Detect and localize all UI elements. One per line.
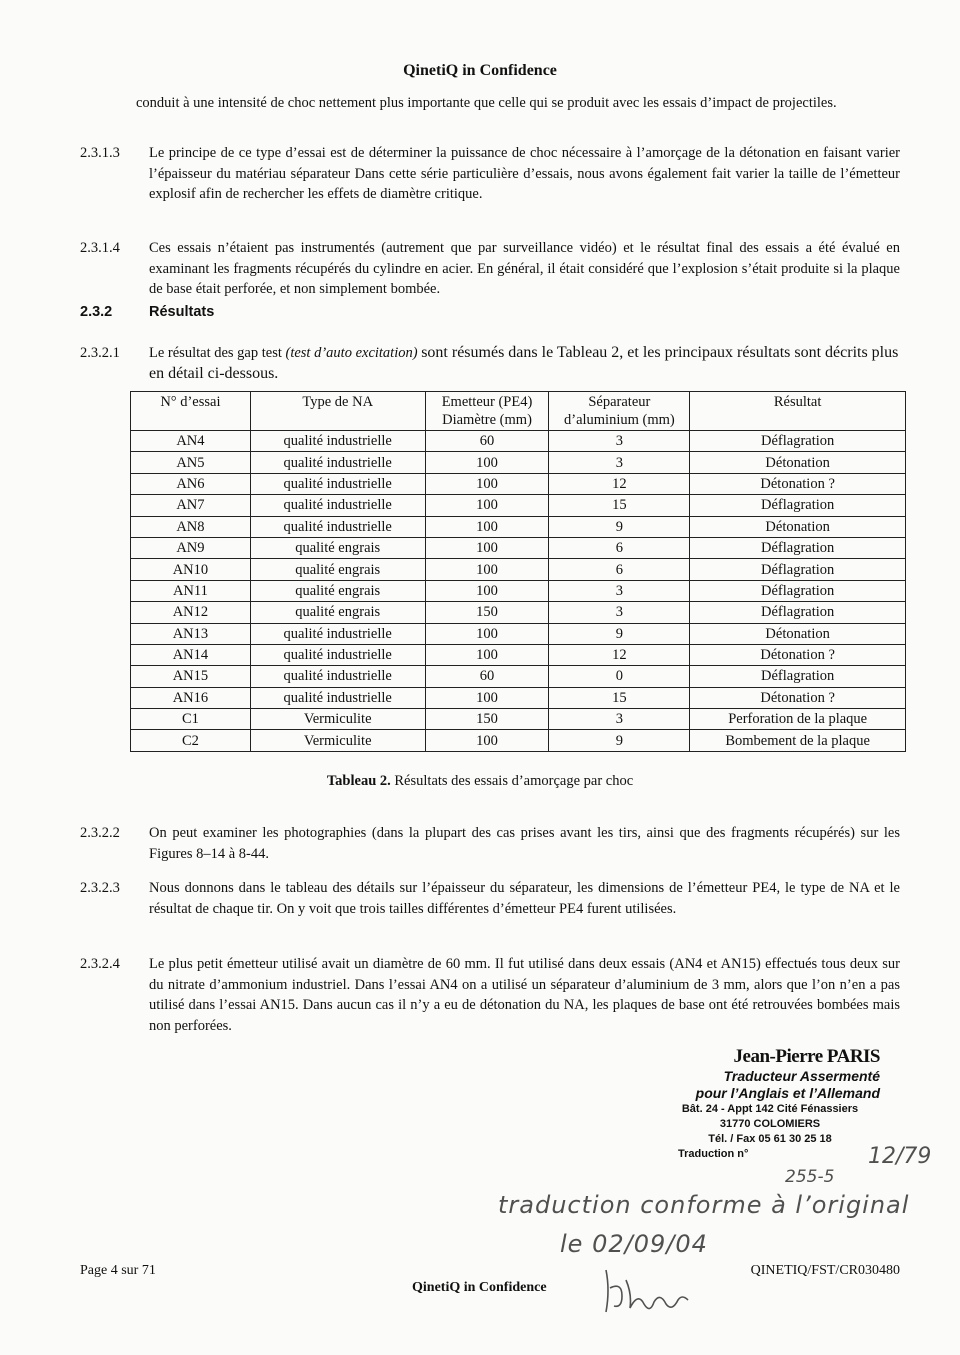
cell-result: Déflagration — [690, 537, 906, 558]
cell-emitter-diameter: 100 — [425, 687, 549, 708]
translator-address: Bât. 24 - Appt 142 Cité Fénassiers — [681, 1103, 859, 1115]
cell-emitter-diameter: 60 — [425, 666, 549, 687]
cell-emitter-diameter: 100 — [425, 623, 549, 644]
cell-separator-thickness: 12 — [549, 644, 690, 665]
handwritten-translation-number: 255-5 — [785, 1167, 835, 1187]
cell-na-type: Vermiculite — [250, 730, 425, 751]
cell-result: Déflagration — [690, 559, 906, 580]
cell-emitter-diameter: 100 — [425, 452, 549, 473]
cell-result: Déflagration — [690, 580, 906, 601]
intro-text-end: sont résumés dans le Tableau 2, et les principaux résultats sont décrits plus en détail ci-dessous. — [149, 344, 899, 382]
cell-separator-thickness: 3 — [549, 431, 690, 452]
header-result: Résultat — [690, 392, 906, 431]
cell-na-type: qualité industrielle — [250, 687, 425, 708]
paragraph-text: Le plus petit émetteur utilisé avait un diamètre de 60 mm. Il fut utilisé dans deux essais (AN4 et AN15) effectués tous deux sur du nitrate d’ammonium industriel. Dans l’essai AN4 on a utilisé un séparateur d’aluminium de 3 mm, alors que l’on n’en a pas utilisé dans l’essai AN15. Dans aucun cas il n’y a eu de détonation du NA, les plaques de base ont été retrouvées bombées mais non perforées. — [149, 956, 900, 1034]
paragraph-text: Ces essais n’étaient pas instrumentés (autrement que par surveillance vidéo) et le résultat final des essais a été évalué en examinant les fragments récupérés du cylindre en acier. En général, il était considéré que l’explosion s’était produite si la plaque de base était perforée, et non simplement bombée. — [149, 240, 900, 297]
page-footer-confidentiality: QinetiQ in Confidence — [412, 1280, 547, 1295]
cell-result: Déflagration — [690, 495, 906, 516]
cell-separator-thickness: 3 — [549, 602, 690, 623]
cell-na-type: qualité industrielle — [250, 623, 425, 644]
paragraph-number: 2.3.2.3 — [80, 880, 120, 896]
cell-separator-thickness: 6 — [549, 537, 690, 558]
cell-emitter-diameter: 100 — [425, 537, 549, 558]
cell-result: Déflagration — [690, 602, 906, 623]
cell-result: Détonation — [690, 452, 906, 473]
cell-result: Détonation — [690, 623, 906, 644]
cell-separator-thickness: 9 — [549, 516, 690, 537]
cell-test-number: AN6 — [131, 473, 251, 494]
intro-text-italic: (test d’auto excitation) — [285, 345, 418, 361]
translation-number-label: Traduction n° — [678, 1148, 749, 1160]
cell-separator-thickness: 3 — [549, 709, 690, 730]
cell-na-type: qualité industrielle — [250, 431, 425, 452]
header-na-type: Type de NA — [250, 392, 425, 431]
cell-na-type: qualité engrais — [250, 559, 425, 580]
translator-languages: pour l’Anglais et l’Allemand — [695, 1085, 880, 1101]
cell-test-number: AN15 — [131, 666, 251, 687]
handwritten-page-count: 12/79 — [868, 1144, 932, 1169]
cell-test-number: AN10 — [131, 559, 251, 580]
cell-na-type: qualité industrielle — [250, 644, 425, 665]
section-number: 2.3.2 — [80, 304, 113, 320]
document-reference: QINETIQ/FST/CR030480 — [750, 1263, 900, 1278]
translator-city: 31770 COLOMIERS — [719, 1118, 821, 1130]
cell-test-number: AN7 — [131, 495, 251, 516]
cell-result: Déflagration — [690, 431, 906, 452]
cell-test-number: AN11 — [131, 580, 251, 601]
cell-emitter-diameter: 100 — [425, 495, 549, 516]
paragraph-text: Nous donnons dans le tableau des détails sur l’épaisseur du séparateur, les dimensions de l’émetteur PE4, le type de NA et le résultat de chaque tir. On y voit que trois tailles différentes d’émetteur PE4 furent utilisées. — [149, 880, 900, 917]
cell-test-number: AN5 — [131, 452, 251, 473]
cell-test-number: AN16 — [131, 687, 251, 708]
cell-emitter-diameter: 100 — [425, 580, 549, 601]
cell-test-number: AN8 — [131, 516, 251, 537]
cell-separator-thickness: 6 — [549, 559, 690, 580]
cell-emitter-diameter: 100 — [425, 730, 549, 751]
handwritten-date: le 02/09/04 — [560, 1230, 708, 1258]
cell-separator-thickness: 15 — [549, 495, 690, 516]
cell-test-number: C1 — [131, 709, 251, 730]
translator-phone: Tél. / Fax 05 61 30 25 18 — [708, 1133, 832, 1145]
cell-na-type: qualité engrais — [250, 580, 425, 601]
caption-label: Tableau 2. — [326, 773, 391, 789]
cell-na-type: qualité industrielle — [250, 452, 425, 473]
cell-result: Détonation ? — [690, 644, 906, 665]
cell-result: Détonation ? — [690, 473, 906, 494]
cell-test-number: AN14 — [131, 644, 251, 665]
cell-na-type: qualité industrielle — [250, 495, 425, 516]
cell-result: Bombement de la plaque — [690, 730, 906, 751]
paragraph-number: 2.3.2.2 — [80, 825, 120, 841]
cell-test-number: AN9 — [131, 537, 251, 558]
handwritten-signature — [606, 1270, 688, 1312]
cell-emitter-diameter: 100 — [425, 516, 549, 537]
cell-na-type: qualité industrielle — [250, 473, 425, 494]
page-header: QinetiQ in Confidence — [403, 62, 557, 79]
cell-na-type: qualité engrais — [250, 537, 425, 558]
cell-na-type: qualité industrielle — [250, 516, 425, 537]
paragraph-number: 2.3.1.4 — [80, 240, 120, 256]
paragraph-text: On peut examiner les photographies (dans la plupart des cas prises avant les tirs, ainsi que des fragments récupérés) sur les Figures 8–14 à 8-44. — [149, 825, 900, 862]
cell-na-type: Vermiculite — [250, 709, 425, 730]
page-number: Page 4 sur 71 — [80, 1263, 156, 1278]
cell-emitter-diameter: 60 — [425, 431, 549, 452]
cell-na-type: qualité engrais — [250, 602, 425, 623]
header-test-number: N° d’essai — [131, 392, 251, 431]
cell-separator-thickness: 0 — [549, 666, 690, 687]
cell-separator-thickness: 3 — [549, 452, 690, 473]
translator-title: Traducteur Assermenté — [723, 1068, 880, 1084]
intro-text-start: Le résultat des gap test — [149, 345, 282, 361]
paragraph-text: Le principe de ce type d’essai est de déterminer la puissance de choc nécessaire à l’amorçage de la détonation en faisant varier l’épaisseur du matériau séparateur Dans cette série particulière d’essais, nous avons également fait varier la taille de l’émetteur explosif afin de rechercher les effets de diamètre critique. — [149, 145, 900, 202]
cell-emitter-diameter: 150 — [425, 709, 549, 730]
cell-emitter-diameter: 100 — [425, 559, 549, 580]
cell-separator-thickness: 15 — [549, 687, 690, 708]
cell-test-number: AN12 — [131, 602, 251, 623]
caption-text: Résultats des essais d’amorçage par choc — [394, 773, 634, 789]
cell-separator-thickness: 3 — [549, 580, 690, 601]
section-title: Résultats — [149, 304, 215, 320]
header-emitter-diameter: Emetteur (PE4) Diamètre (mm) — [425, 392, 549, 431]
cell-separator-thickness: 9 — [549, 623, 690, 644]
cell-emitter-diameter: 100 — [425, 473, 549, 494]
paragraph-number: 2.3.2.1 — [80, 345, 120, 361]
continuation-paragraph: conduit à une intensité de choc nettement plus importante que celle qui se produit avec les essais d’impact de projectiles. — [136, 95, 837, 111]
cell-separator-thickness: 9 — [549, 730, 690, 751]
cell-na-type: qualité industrielle — [250, 666, 425, 687]
handwritten-certification: traduction conforme à l’original — [498, 1191, 910, 1219]
cell-separator-thickness: 12 — [549, 473, 690, 494]
cell-test-number: C2 — [131, 730, 251, 751]
cell-test-number: AN13 — [131, 623, 251, 644]
cell-emitter-diameter: 100 — [425, 644, 549, 665]
cell-result: Détonation — [690, 516, 906, 537]
cell-result: Perforation de la plaque — [690, 709, 906, 730]
paragraph-number: 2.3.2.4 — [80, 956, 120, 972]
translator-name: Jean-Pierre PARIS — [733, 1046, 880, 1067]
paragraph-number: 2.3.1.3 — [80, 145, 120, 161]
cell-test-number: AN4 — [131, 431, 251, 452]
cell-result: Détonation ? — [690, 687, 906, 708]
header-aluminium-separator: Séparateur d’aluminium (mm) — [549, 392, 690, 431]
cell-result: Déflagration — [690, 666, 906, 687]
cell-emitter-diameter: 150 — [425, 602, 549, 623]
